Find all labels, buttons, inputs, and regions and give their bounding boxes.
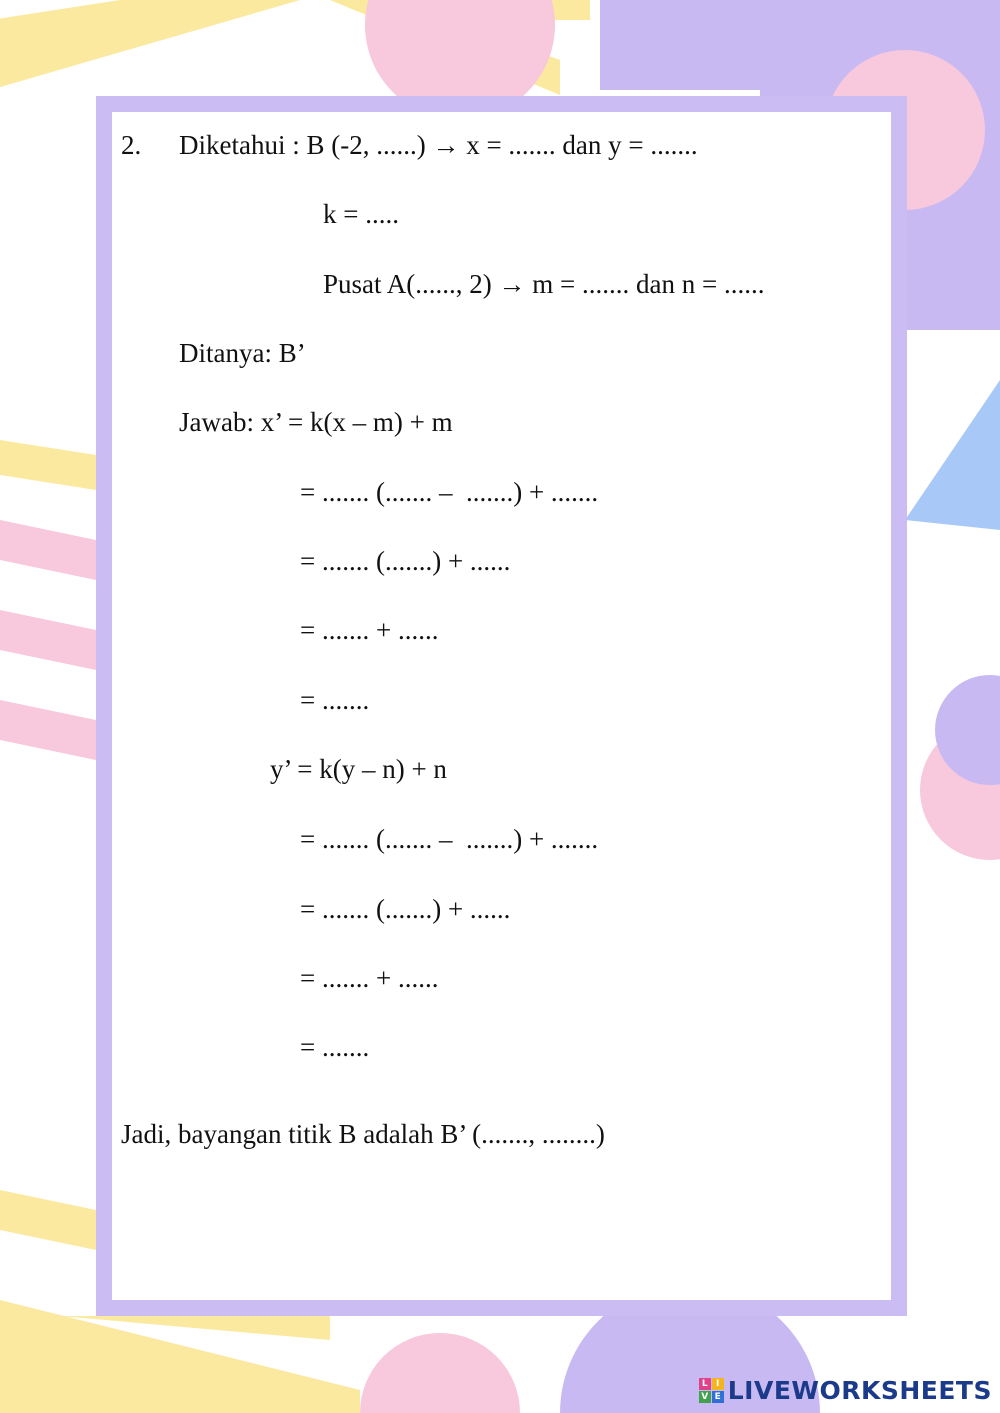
line-jawab-x: Jawab: x’ = k(x – m) + m [179, 407, 453, 437]
line-conclusion: Jadi, bayangan titik B adalah B’ (......., ........) [121, 1119, 605, 1149]
pink-circle-bottom [360, 1333, 520, 1413]
line-x-step4: = ....... [300, 685, 370, 715]
worksheet-frame [96, 96, 907, 1316]
pink-stripe-left-2 [0, 610, 96, 670]
line-y: y’ = k(y – n) + n [270, 754, 447, 784]
line-pusat: Pusat A(......, 2) → m = ....... dan n = ...... [323, 269, 765, 299]
line-y-step2: = ....... (.......) + ...... [300, 894, 511, 924]
logo-badge-i: I [712, 1378, 724, 1390]
line-k: k = ..... [323, 199, 399, 229]
line-x-step2: = ....... (.......) + ...... [300, 546, 511, 576]
yellow-stripe-top-1 [0, 0, 300, 90]
line-ditanya: Ditanya: B’ [179, 338, 306, 368]
question-number: 2. [121, 130, 142, 160]
line-y-step3: = ....... + ...... [300, 963, 439, 993]
line-x-step3: = ....... + ...... [300, 615, 439, 645]
line-y-step4: = ....... [300, 1032, 370, 1062]
liveworksheets-logo [699, 1375, 992, 1405]
line-y-step1: = ....... (....... – .......) + ....... [300, 824, 599, 854]
worksheet-paper [112, 112, 891, 1300]
logo-badge-v: V [699, 1391, 711, 1403]
logo-badge-icon [699, 1378, 724, 1403]
logo-badge-e: E [712, 1391, 724, 1403]
logo-badge-l: L [699, 1378, 711, 1390]
line-diketahui: Diketahui : B (-2, ......) → x = ....... dan y = ....... [179, 130, 698, 160]
pink-stripe-left-3 [0, 700, 96, 760]
blue-triangle-right [905, 380, 1000, 530]
line-x-step1: = ....... (....... – .......) + ....... [300, 477, 599, 507]
yellow-stripe-left [0, 440, 96, 490]
logo-text: LIVEWORKSHEETS [727, 1375, 992, 1405]
yellow-stripe-bottom-1 [0, 1190, 96, 1250]
pink-stripe-left-1 [0, 520, 96, 580]
